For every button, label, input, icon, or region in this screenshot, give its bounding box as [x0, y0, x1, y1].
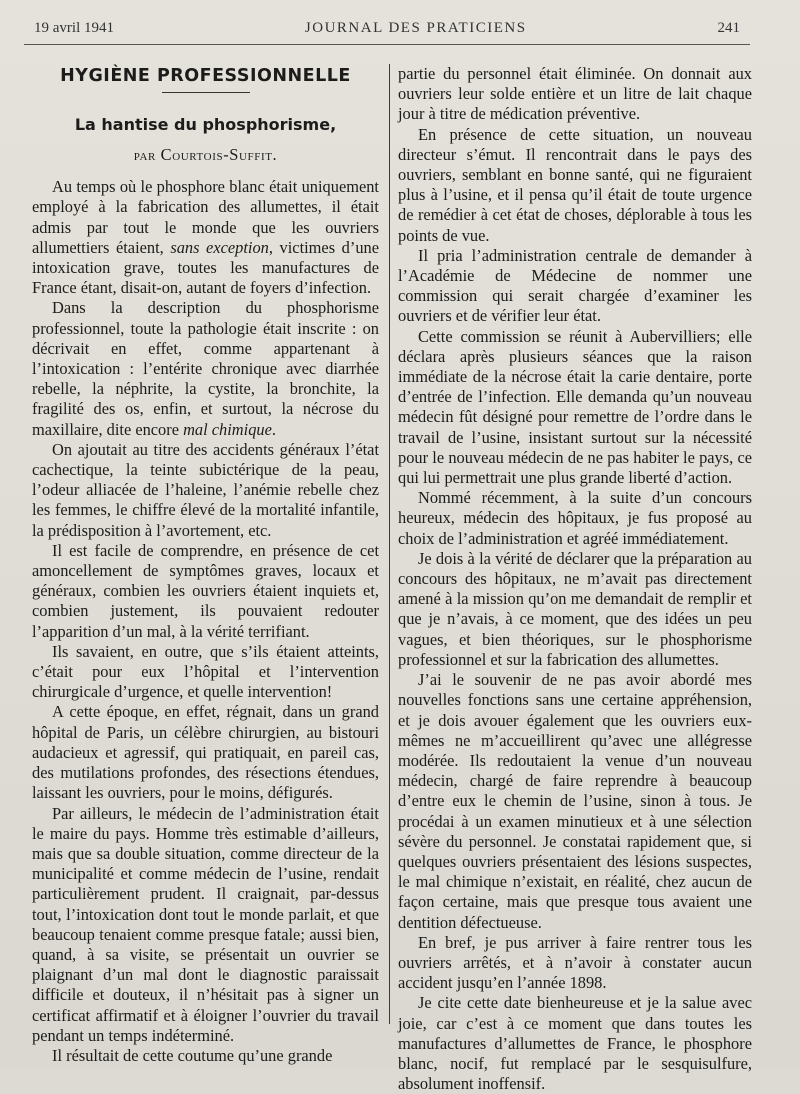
paragraph — [32, 541, 379, 642]
paragraph-text: . — [271, 419, 276, 439]
paragraph — [398, 246, 752, 327]
header-date: 19 avril 1941 — [34, 20, 114, 36]
paragraph-text: Il résultait de cette coutume qu’une grande — [52, 1045, 333, 1065]
paragraph-text: Au temps où le phosphore blanc était uniquement employé à la fabrication des allumettes, il était admis par tout le monde que les ouvriers allumettiers étaient, — [32, 177, 379, 257]
paragraph-text: Cette commission se réunit à Aubervilliers; elle déclara après plusieurs séances que la raison immédiate de la nécrose était la carie dentaire, porte d’entrée de l’infection. Elle demanda qu’un nouveau médecin fût désigné pour remettre de l’ordre dans le travail de l’usine, insistant surtout sur la nécessité pour le nouveau médecin de ne pas habiter le pays, ce qui lui permettrait une plus grande liberté d’action. — [398, 326, 752, 488]
paragraph-text: A cette époque, en effet, régnait, dans un grand hôpital de Paris, un célèbre chirurgien, au bistouri audacieux et agressif, qui pratiquait, en pareil cas, des mutilations profondes, des résections étendues, laissant les ouvriers, pour le moins, défigurés. — [32, 702, 379, 803]
paragraph — [398, 549, 752, 670]
article-byline — [32, 145, 379, 165]
paragraph — [398, 488, 752, 549]
paragraph-text: partie du personnel était éliminée. On donnait aux ouvriers leur solde entière et un litre de lait chaque jour à titre de médication préventive. — [398, 64, 752, 124]
column-divider — [389, 64, 390, 1024]
paragraph — [398, 933, 752, 994]
paragraph — [32, 440, 379, 541]
paragraph-text: On ajoutait au titre des accidents généraux l’état cachectique, la teinte subictérique de la peau, l’odeur alliacée de l’haleine, l’anémie rebelle chez les femmes, le chiffre élevé de la mortalité infantile, la prédisposition à l’avortement, etc. — [32, 439, 379, 540]
paragraph-text: Je dois à la vérité de déclarer que la préparation au concours des hôpitaux, ne m’avait pas directement amené à la mission qu’on me demandait de remplir et que je n’avais, à ce moment, que des idées un peu vagues, et bien théoriques, sur le phosphorisme professionnel et sur la fabrication des allumettes. — [398, 548, 752, 669]
italic-text: mal chimique — [183, 419, 272, 439]
paragraph — [32, 702, 379, 803]
paragraph — [32, 1046, 379, 1066]
paragraph-text: Il pria l’administration centrale de demander à l’Académie de Médecine de nommer une commission qui serait chargée d’examiner les ouvriers et de vérifier leur état. — [398, 245, 752, 326]
header-rule — [24, 44, 750, 45]
left-column-body — [32, 177, 379, 1066]
right-column — [398, 64, 752, 1094]
paragraph-text: Je cite cette date bienheureuse et je la salue avec joie, car c’est à ce moment que dans toutes les manufactures d’allumettes de France, le phosphore blanc, nocif, fut remplacé par le sesquisulfure, absolument inoffensif. — [398, 993, 752, 1094]
paragraph-text: Ils savaient, en outre, que s’ils étaient atteints, c’était pour eux l’hôpital et l’intervention chirurgicale d’urgence, et quelle intervention! — [32, 641, 379, 702]
paragraph-text: Dans la description du phosphorisme professionnel, toute la pathologie était inscrite : on décrivait en effet, comme appartenant à l’intoxication : l’entérite chronique avec diarrhée rebelle, la néphrite, la cystite, la bronchite, la fragilité des os, enfin, et surtout, la nécrose du maxillaire, dite encore — [32, 298, 379, 439]
section-title-rule — [162, 92, 250, 93]
paragraph — [398, 64, 752, 125]
paragraph — [398, 125, 752, 246]
paragraph — [32, 177, 379, 298]
paragraph-text: En bref, je pus arriver à faire rentrer tous les ouvriers arrêtés, et à n’avoir à constater aucun accident jusqu’en l’année 1898. — [398, 932, 752, 993]
paragraph — [398, 327, 752, 489]
paragraph-text: En présence de cette situation, un nouveau directeur s’émut. Il rencontrait dans le pays des ouvriers, semblant en bonne santé, qui ne figuraient plus à l’usine, et il pensa qu’il était de toute urgence de remédier à cet état de choses, déplorable à tous les points de vue. — [398, 124, 752, 245]
header-journal-title: JOURNAL DES PRATICIENS — [304, 20, 527, 36]
right-column-body — [398, 64, 752, 1094]
paragraph — [398, 670, 752, 933]
paragraph — [32, 642, 379, 703]
byline-author: Courtois-Suffit. — [160, 145, 278, 164]
paragraph — [32, 298, 379, 439]
paragraph-text: Il est facile de comprendre, en présence de cet amoncellement de symptômes graves, locaux et généraux, combien les ouvriers étaient inquiets et, combien justement, ils pouvaient redouter l’apparition d’un mal, à la vérité terrifiant. — [32, 540, 379, 641]
italic-text: sans exception — [170, 237, 269, 257]
paragraph — [32, 804, 379, 1046]
section-title: HYGIÈNE PROFESSIONNELLE — [60, 66, 351, 86]
article-title: La hantise du phosphorisme, — [74, 115, 337, 134]
paragraph-text: , victimes d’une intoxication grave, toutes les manufactures de France étant, disait-on, autant de foyers d’infection. — [32, 237, 379, 298]
byline-prefix: par — [133, 145, 156, 164]
paragraph-text: J’ai le souvenir de ne pas avoir abordé mes nouvelles fonctions sans une certaine appréhension, et je dois avouer également que les ouvriers eux-mêmes ne m’accueillirent qu’avec une allégresse modérée. Ils redoutaient la venue d’un nouveau médecin, chargé de faire reprendre à beaucoup d’entre eux le chemin de l’usine, sinon à tous. Je procédai à un examen minutieux et à une sélection sévère du personnel. Je constatai rapidement que, si quelques ouvriers présentaient des lésions suspectes, le mal chimique n’existait, en réalité, chez aucun de façon certaine, mais que presque tous avaient une dentition défectueuse. — [398, 670, 752, 932]
paragraph-text: Par ailleurs, le médecin de l’administration était le maire du pays. Homme très estimable d’ailleurs, mais que sa double situation, comme directeur de la municipalité et comme médecin de l’usine, rendait particulièrement prudent. Il craignait, par-dessus tout, l’intoxication dont tout le monde parlait, et que beaucoup tenaient comme presque fatale; aussi bien, quand, à sa visite, se présentait un ouvrier se plaignant d’un mal dont le diagnostic paraissait difficile et douteux, il n’hésitait pas à signer un certificat affirmatif et à éloigner l’ouvrier du travail pendant un temps indéterminé. — [32, 803, 379, 1045]
paragraph-text: Nommé récemment, à la suite d’un concours heureux, médecin des hôpitaux, je fus proposé au choix de l’administration et agréé immédiatement. — [398, 488, 752, 548]
left-column — [32, 64, 379, 1066]
running-header — [34, 20, 740, 42]
paragraph — [398, 993, 752, 1094]
page-number: 241 — [717, 20, 740, 36]
